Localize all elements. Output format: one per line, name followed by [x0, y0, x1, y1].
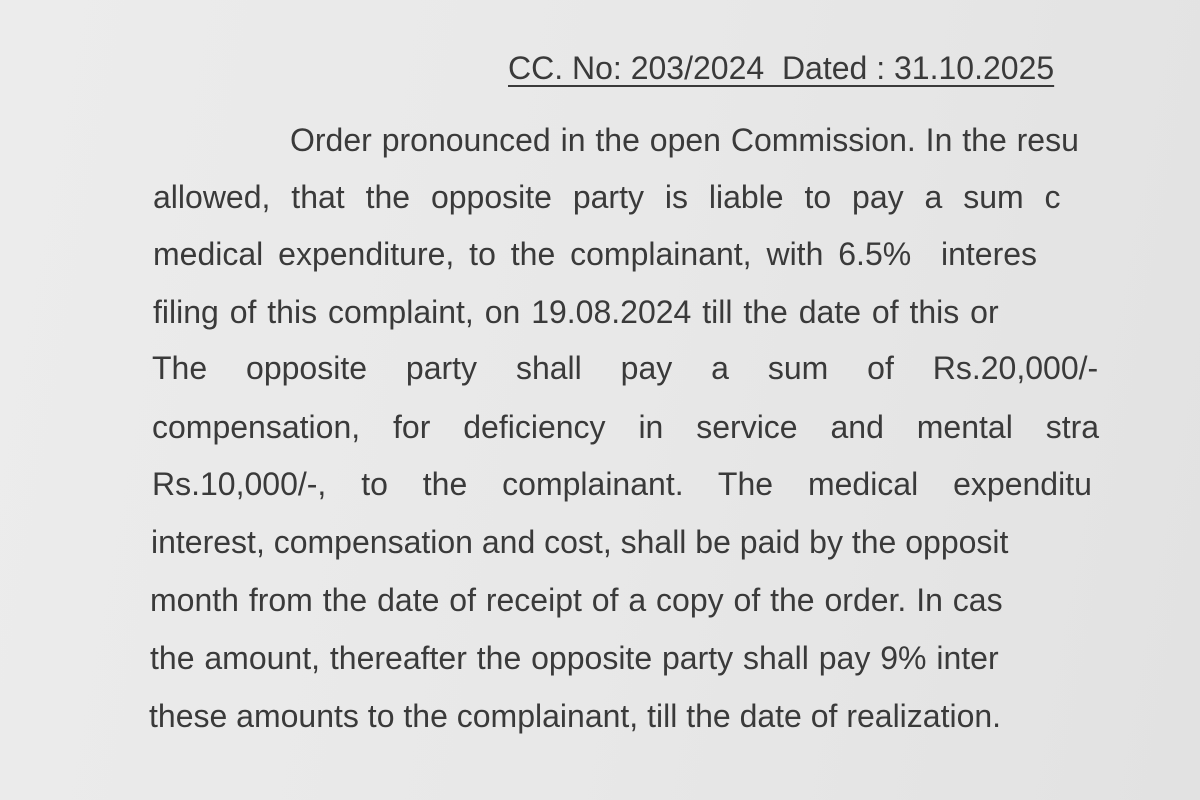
order-line-1: Order pronounced in the open Commission. In the resu	[290, 122, 1079, 158]
order-line-2: allowed, that the opposite party is liable to pay a sum c	[153, 179, 1061, 215]
order-line-11: these amounts to the complainant, till the date of realization.	[149, 698, 1002, 734]
order-line-9: month from the date of receipt of a copy of the order. In cas	[150, 582, 1003, 618]
order-line-4: filing of this complaint, on 19.08.2024 till the date of this or	[153, 294, 999, 330]
order-line-7: Rs.10,000/-, to the complainant. The medical expenditu	[152, 466, 1092, 502]
order-line-10: the amount, thereafter the opposite party shall pay 9% inter	[150, 640, 999, 676]
order-line-6: compensation, for deficiency in service and mental stra	[152, 409, 1100, 445]
case-heading: CC. No: 203/2024 Dated : 31.10.2025	[508, 50, 1055, 86]
order-line-3: medical expenditure, to the complainant, with 6.5% interes	[153, 236, 1038, 272]
order-line-8: interest, compensation and cost, shall be paid by the opposit	[151, 524, 1009, 560]
order-line-5: The opposite party shall pay a sum of Rs.20,000/-	[152, 350, 1099, 386]
